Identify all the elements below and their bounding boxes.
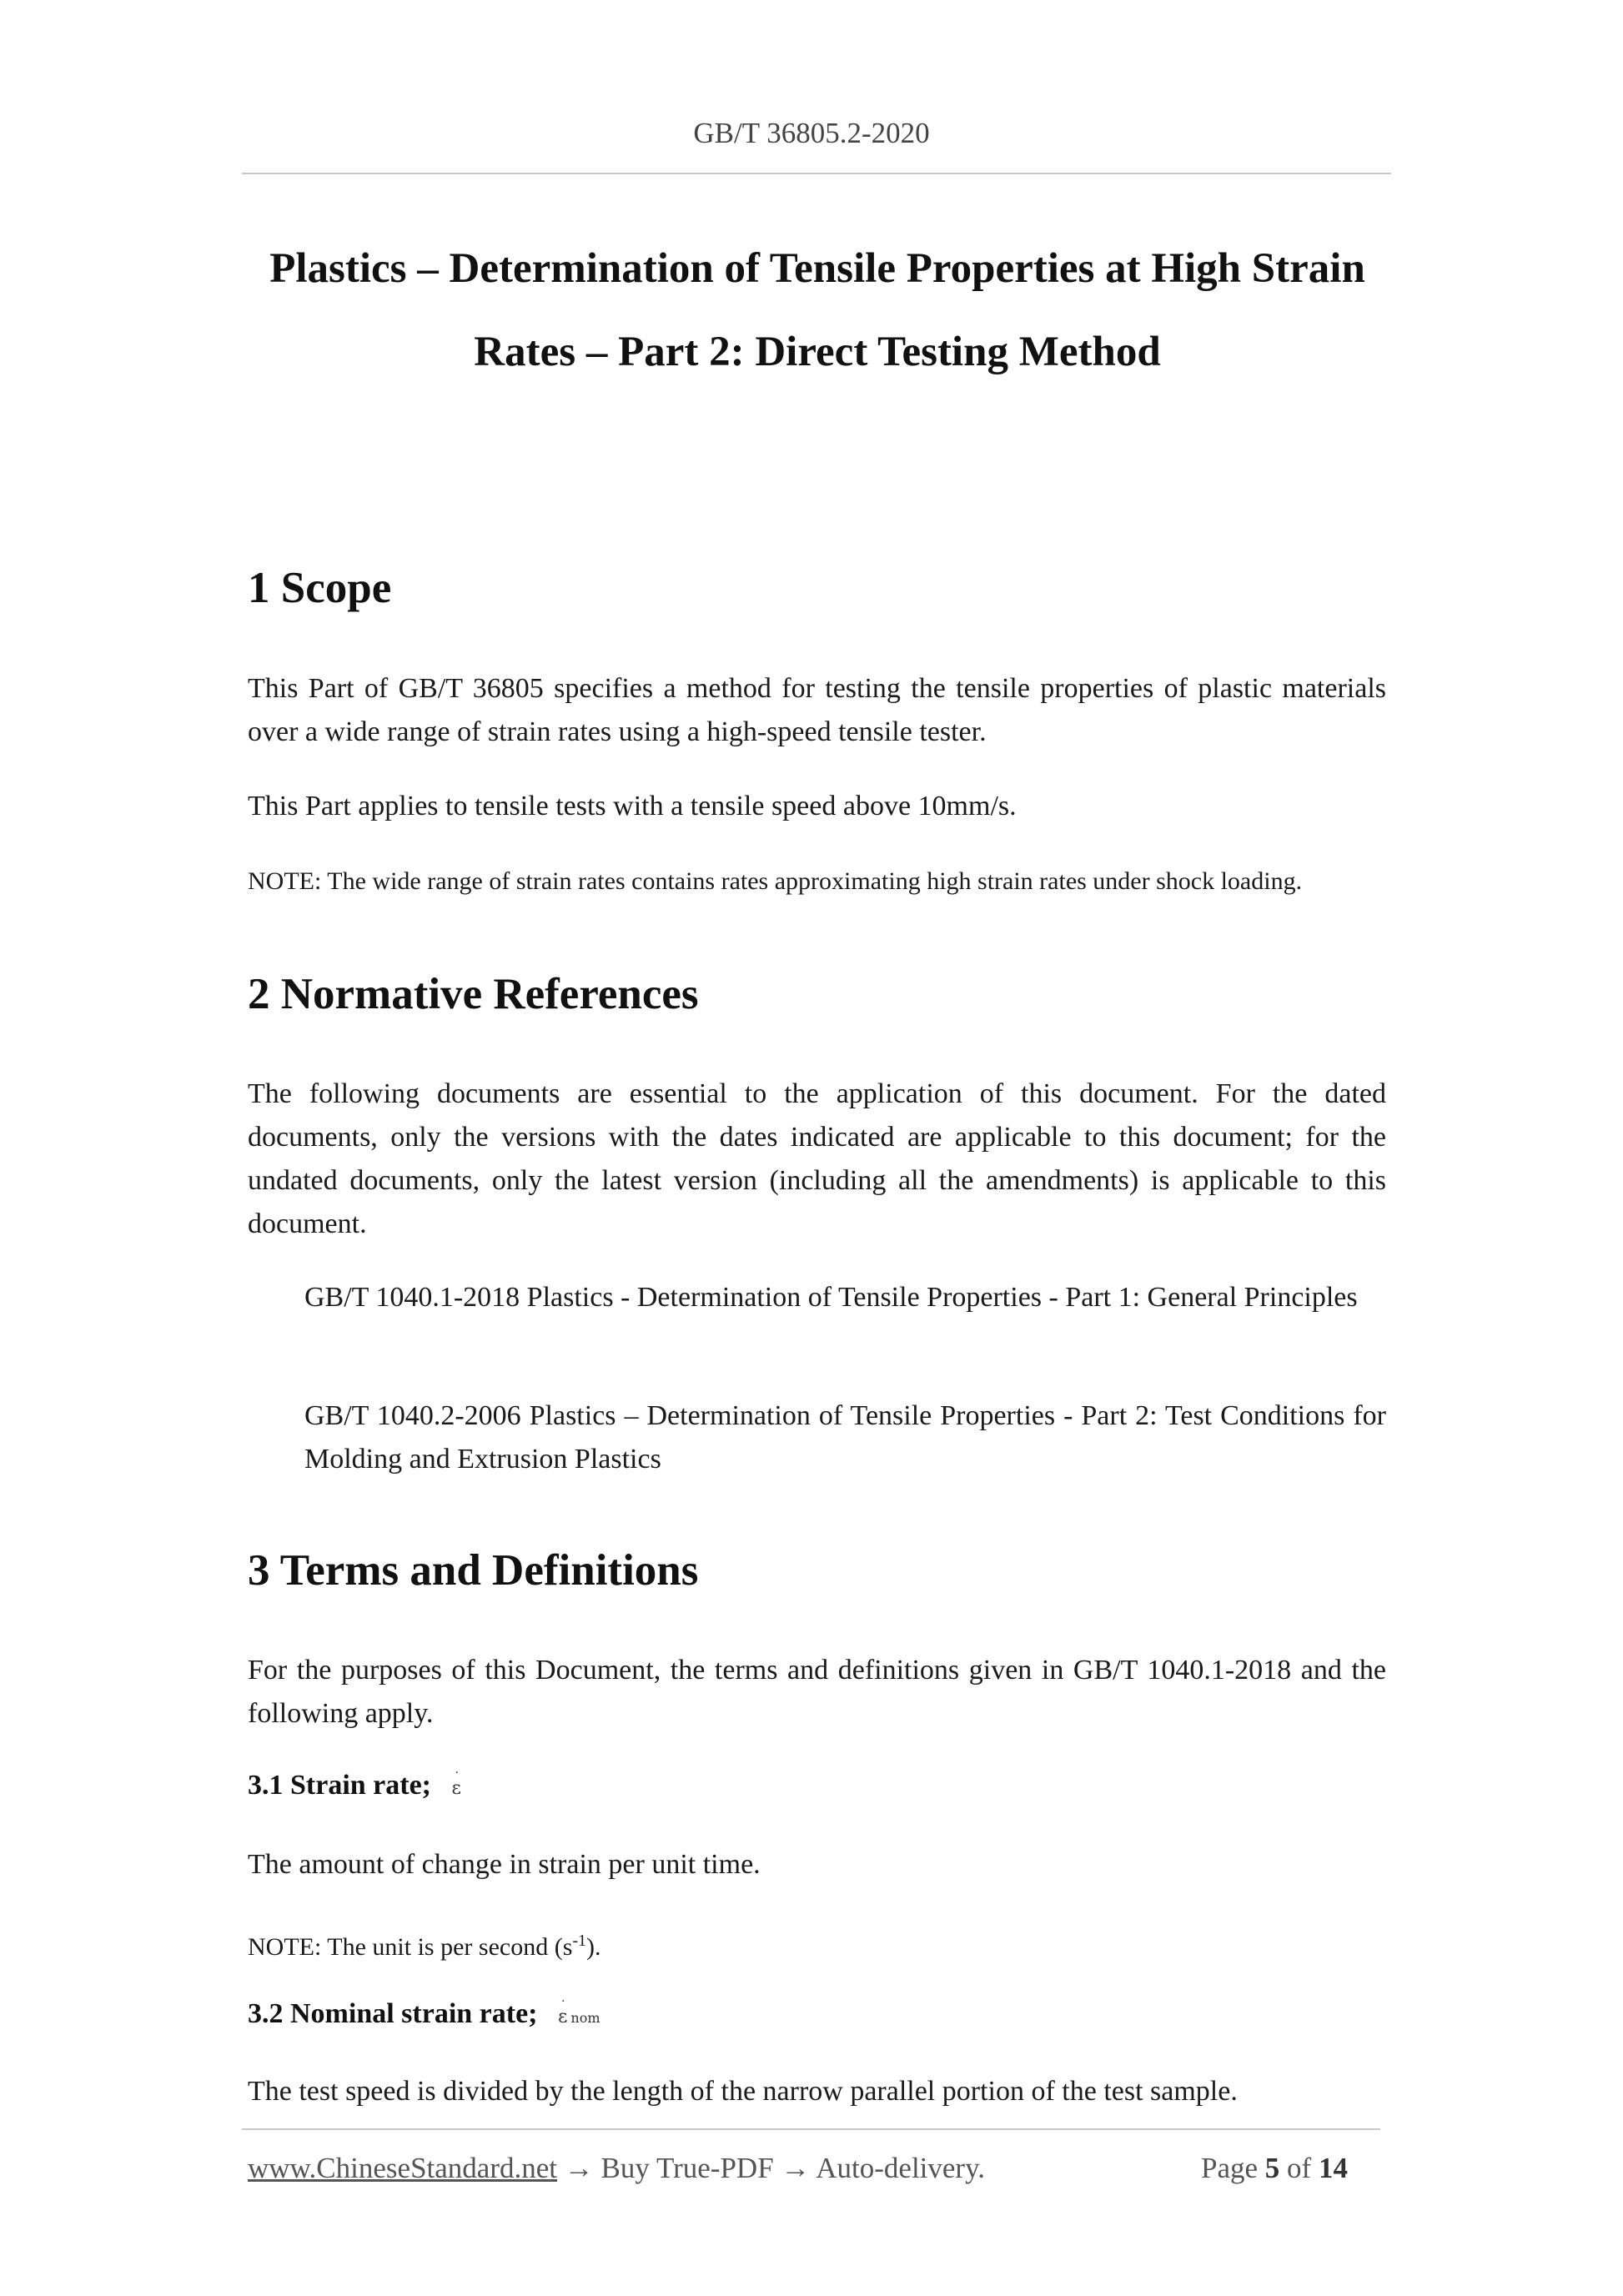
current-page: 5	[1264, 2152, 1280, 2184]
scope-paragraph-1: This Part of GB/T 36805 specifies a method for testing the tensile properties of plastic materials over a wide range of strain rates using a high-speed tensile tester.	[248, 673, 1386, 747]
buy-pdf-text: Buy True-PDF	[600, 2152, 774, 2184]
references-paragraph: The following documents are essential to the application of this document. For the dated documents, only the versions with the dates indicated are applicable to this document; for the undated documents, only the latest version (including all the amendments) is applicable to this document.	[248, 1078, 1386, 1239]
section-2-heading: 2 Normative References	[248, 970, 699, 1018]
term-3-2-definition: The test speed is divided by the length of the narrow parallel portion of the test sample.	[248, 2076, 1238, 2107]
header-divider	[242, 173, 1391, 174]
scope-note: NOTE: The wide range of strain rates contains rates approximating high strain rates under shock loading.	[248, 867, 1303, 895]
document-title	[242, 227, 1393, 394]
term-3-1-label: 3.1 Strain rate;	[248, 1770, 432, 1801]
term-3-1-definition: The amount of change in strain per unit time.	[248, 1849, 761, 1880]
strain-rate-symbol: · ε	[451, 1766, 461, 1799]
section-1-heading: 1 Scope	[248, 564, 392, 612]
nominal-strain-rate-symbol: · ε nom	[558, 1995, 600, 2027]
term-3-2-label: 3.2 Nominal strain rate;	[248, 1998, 538, 2029]
term-3-1-note: NOTE: The unit is per second $(s^{-1})$.	[248, 1932, 601, 1961]
term-3-1	[248, 1766, 461, 1801]
reference-item-2: GB/T 1040.2-2006 Plastics – Determination of Tensile Properties - Part 2: Test Conditions for Molding and Extrusion Plastics	[304, 1400, 1386, 1475]
arrow-right-icon: →	[781, 2152, 811, 2184]
section-3-heading: 3 Terms and Definitions	[248, 1546, 699, 1595]
auto-delivery-text: Auto-delivery.	[816, 2152, 986, 2184]
header-document-code: GB/T 36805.2-2020	[693, 117, 930, 149]
total-pages: 14	[1318, 2152, 1348, 2184]
term-3-2	[248, 1995, 600, 2030]
site-link[interactable]: www.ChineseStandard.net	[248, 2152, 557, 2184]
footer-left	[248, 2152, 985, 2185]
page-indicator: Page 5 of 14	[1201, 2152, 1348, 2184]
title-line-2: Rates – Part 2: Direct Testing Method	[474, 329, 1161, 375]
title-line-1: Plastics – Determination of Tensile Properties at High Strain	[269, 245, 1365, 292]
scope-paragraph-2: This Part applies to tensile tests with a tensile speed above 10mm/s.	[248, 791, 1017, 821]
arrow-right-icon: →	[564, 2152, 594, 2184]
reference-item-1: GB/T 1040.1-2018 Plastics - Determination of Tensile Properties - Part 1: General Principles	[304, 1282, 1358, 1313]
footer-divider	[242, 2128, 1380, 2130]
terms-paragraph: For the purposes of this Document, the terms and definitions given in GB/T 1040.1-2018 and the following apply.	[248, 1655, 1386, 1729]
